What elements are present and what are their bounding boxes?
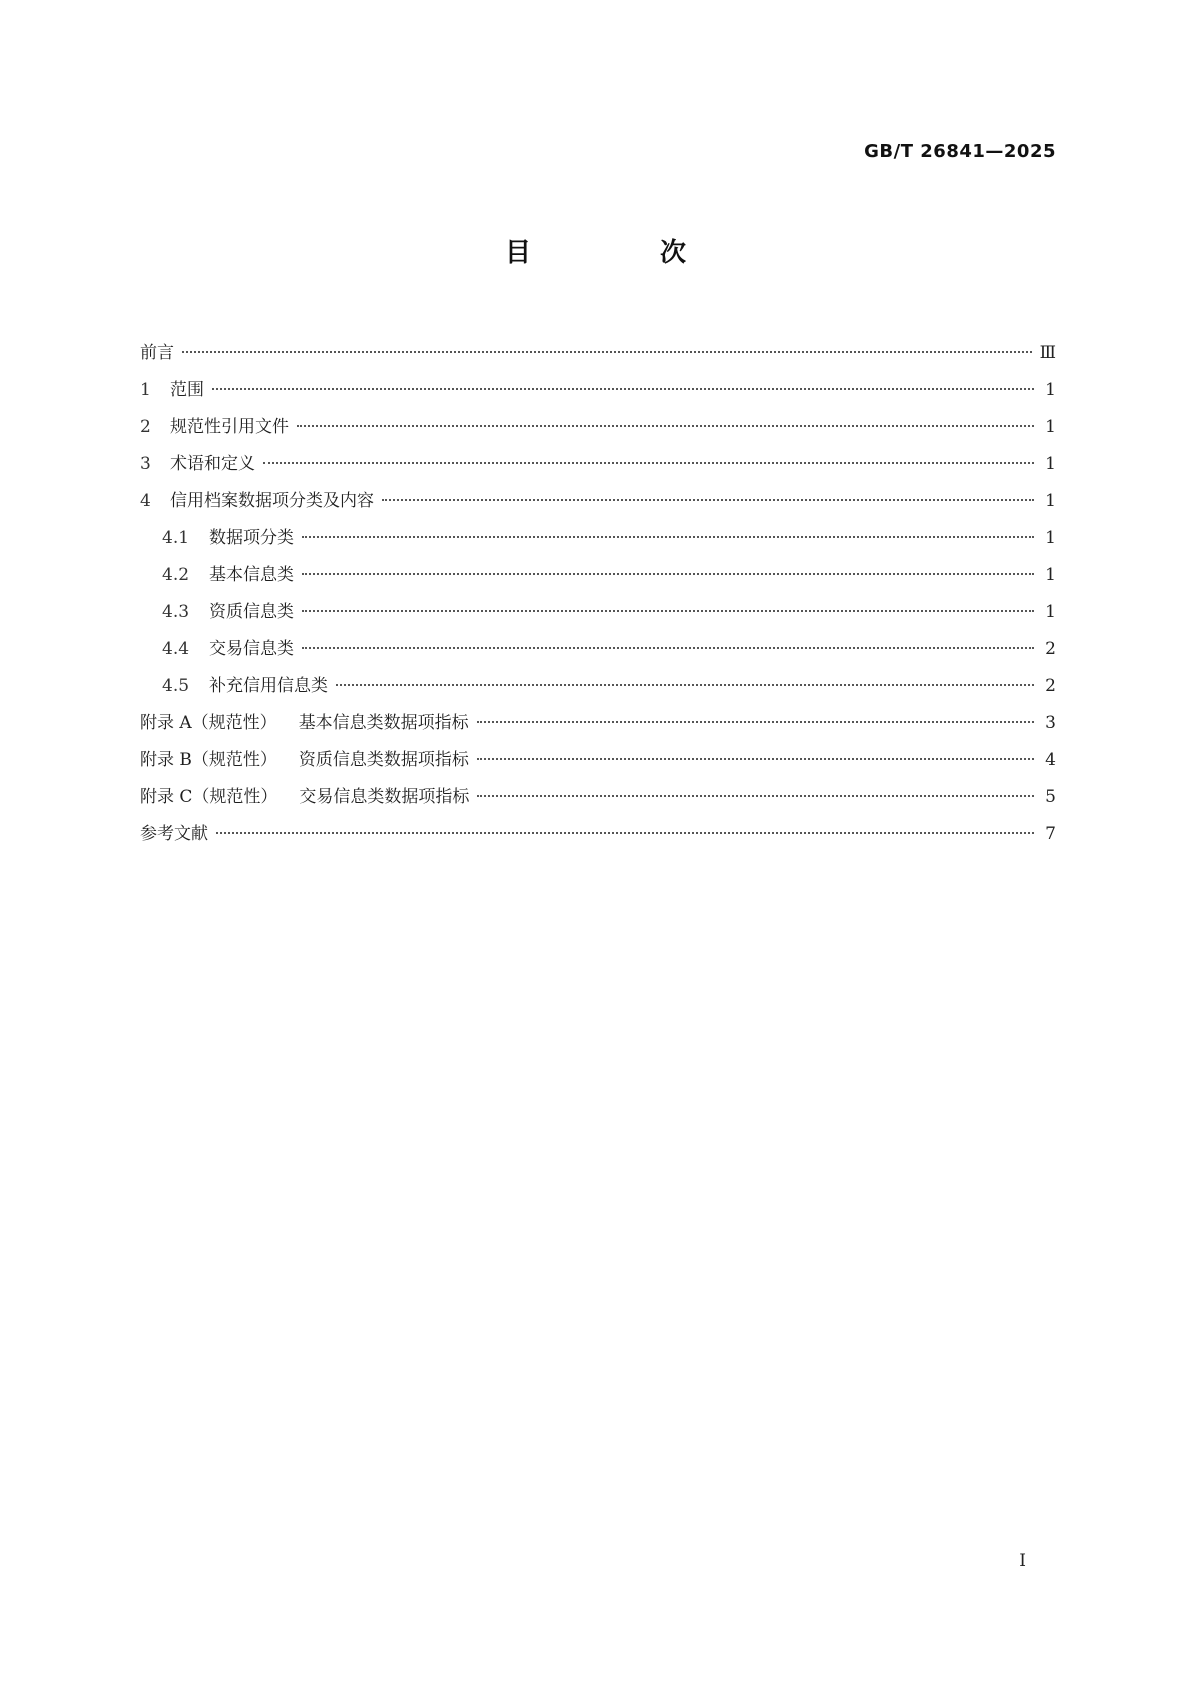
toc-entry-annex-c[interactable] [140,782,1056,819]
dot-leader [477,721,1034,723]
toc-entry-label: 补充信用信息类 [209,676,328,696]
dot-leader [302,536,1034,538]
toc-entry-4-3[interactable] [140,597,1056,634]
toc-page-number: 1 [1045,380,1056,400]
toc-entry-label: 交易信息类 [209,639,294,659]
toc-page-number: 1 [1045,565,1056,585]
toc-entry-number: 4.5 [162,676,190,696]
dot-leader [297,425,1034,427]
toc-entry-label: 前言 [140,343,174,363]
toc-page-number: 1 [1045,417,1056,437]
toc-annex-label: 附录 B（规范性） [140,750,277,770]
toc-entry-scope[interactable] [140,375,1056,412]
toc-entry-label: 基本信息类 [209,565,294,585]
standard-code: GB/T 26841—2025 [864,141,1056,162]
dot-leader [302,647,1034,649]
dot-leader [477,758,1034,760]
toc-entry-number: 4.4 [162,639,190,659]
toc-entry-label: 资质信息类 [209,602,294,622]
toc-entry-4-5[interactable] [140,671,1056,708]
toc-entry-4-4[interactable] [140,634,1056,671]
toc-entry-label: 规范性引用文件 [170,417,289,437]
toc-entry-label: 资质信息类数据项指标 [298,750,469,770]
toc-annex-label: 附录 C（规范性） [140,787,278,807]
dot-leader [302,573,1034,575]
toc-entry-4-1[interactable] [140,523,1056,560]
toc-entry-bibliography[interactable] [140,819,1056,856]
dot-leader [382,499,1034,501]
dot-leader [302,610,1034,612]
toc-entry-annex-b[interactable] [140,745,1056,782]
toc-page-number: 1 [1045,491,1056,511]
toc-entry-number: 1 [140,380,151,400]
toc-entry-normative-references[interactable] [140,412,1056,449]
toc-entry-number: 4.2 [162,565,190,585]
toc-entry-label: 参考文献 [140,824,208,844]
toc-entry-label: 信用档案数据项分类及内容 [170,491,374,511]
toc-entry-terms-definitions[interactable] [140,449,1056,486]
toc-entry-number: 4.1 [162,528,190,548]
toc-page-number: 1 [1045,528,1056,548]
toc-entry-label: 术语和定义 [170,454,255,474]
toc-entry-annex-a[interactable] [140,708,1056,745]
table-of-contents [140,338,1056,856]
toc-page-number: 3 [1045,713,1056,733]
toc-entry-label: 范围 [170,380,204,400]
toc-entry-foreword[interactable] [140,338,1056,375]
toc-entry-label: 数据项分类 [209,528,294,548]
toc-page-number: 4 [1045,750,1056,770]
toc-entry-number: 3 [140,454,151,474]
page-title: 目 次 [504,238,747,268]
page-number: Ⅰ [1019,1551,1026,1571]
toc-page-number: 1 [1045,602,1056,622]
toc-entry-number: 2 [140,417,151,437]
toc-entry-number: 4.3 [162,602,190,622]
dot-leader [212,388,1034,390]
toc-page-number: 7 [1045,824,1056,844]
dot-leader [216,832,1034,834]
toc-annex-label: 附录 A（规范性） [140,713,277,733]
toc-page-number: 2 [1045,639,1056,659]
dot-leader [336,684,1034,686]
toc-entry-number: 4 [140,491,151,511]
toc-page-number: 1 [1045,454,1056,474]
dot-leader [477,795,1034,797]
dot-leader [182,351,1032,353]
toc-entry-label: 基本信息类数据项指标 [298,713,469,733]
toc-entry-label: 交易信息类数据项指标 [299,787,470,807]
dot-leader [263,462,1034,464]
toc-page-number: 2 [1045,676,1056,696]
toc-entry-section-4[interactable] [140,486,1056,523]
toc-page-number: 5 [1045,787,1056,807]
toc-entry-4-2[interactable] [140,560,1056,597]
toc-page-number: Ⅲ [1039,343,1056,363]
